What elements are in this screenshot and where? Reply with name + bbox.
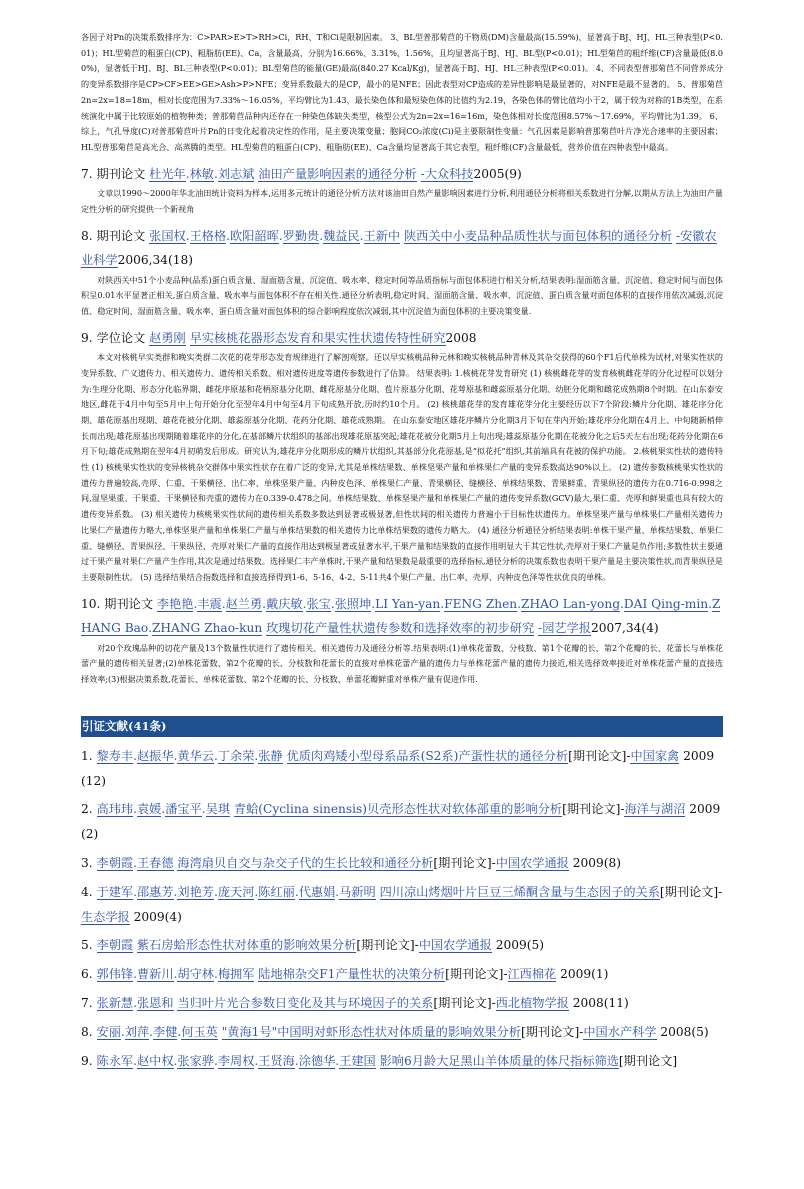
- author-link[interactable]: 袁媛: [136, 802, 162, 817]
- author-link[interactable]: 刘萍: [124, 1024, 150, 1039]
- author-link[interactable]: 王格格: [189, 228, 227, 243]
- literature-entry-header: [81, 592, 723, 641]
- cited-year: 2009(8): [568, 855, 621, 870]
- author-link[interactable]: 欧阳韶晖: [230, 228, 279, 243]
- author-separator: .: [173, 884, 178, 899]
- author-link[interactable]: 张国权: [149, 228, 186, 243]
- entry-type: 期刊论文: [104, 596, 157, 611]
- source-link[interactable]: 中国农学通报: [495, 855, 569, 870]
- cited-title-link[interactable]: 青蛤(Cyclina sinensis)贝壳形态性状对软体部重的影响分析: [233, 802, 563, 817]
- thesis-conclusion-paragraph: 各因子对Pn的决策系数排序为：C>PAR>E>T>RH>Ci，RH、T和Ci是限制因素。 3、BL型普那菊苣的干物质(DM)含量最高(15.59%)，显著高于BJ、HJ、HL三种表型(P<0.01)；HL型菊苣的粗蛋白(CP)、粗脂肪(EE)、Ca，含量最高，分别为16.66%、3.31%、1.56%，且均显著高于BJ、HJ、BL型(P<0.01)；HL型菊苣的粗纤维(CF)含量最低(8.00%)，显著低于HJ、BJ、BL三种表型(P<0.01)；BL型菊苣的能量(GE)最高(840.27 Kcal/Kg)，显著高于BJ、HJ、HL三种表型(P<0.01)。 4、不同表型普那菊苣不同营养成分的变异系数排序是CP>CF>EE>GE>Ash>P>NFE；变异系数最大的是CP，最小的是NFE；因此表型对CP造成的差异性影响是最显著的，对NFE是最不显著的。 5、普那菊苣2n=2x=18=18m，相对长度范围为7.33%～16.05%，平均臂比为1.43，最长染色体和最短染色体的比值约为2.19，各染色体的臂比值均小于2，属于较为对称的1B类型，在系统演化中属于比较原始的植物种类；普那菊苣品种内还存在一种染色体缺失类型，核型公式为2n=2x=16=16m，染色体相对长度范围8.57%～17.69%，平均臂比为1.39。 6、综上，气孔导度(C)对普那菊苣叶片Pn的日变化起着决定性的作用，是主要决策变量；胞间CO₂浓度(Ci)是主要限制性变量：气孔因素是影响普那菊苣叶片净光合速率的主要因素；HL型普那菊苣是高光合、高蒸腾的类型。HL型菊苣的粗蛋白(CP)、粗脂肪(EE)、Ca含量均显著高于其它表型，粗纤维(CF)含量最低，营养价值在四种表型中最高。: [81, 32, 723, 152]
- author-link[interactable]: 邵惠芳: [136, 884, 174, 899]
- cited-title-link[interactable]: "黄海1号"中国明对虾形态性状对体质量的影响效果分析: [221, 1024, 521, 1039]
- journal-link[interactable]: -安徽农业科学: [81, 228, 717, 268]
- cited-number: 6.: [81, 967, 97, 982]
- author-link[interactable]: 赵兰勇: [225, 596, 263, 611]
- author-separator: .: [133, 802, 137, 817]
- author-link[interactable]: 马新明: [339, 884, 376, 899]
- author-separator: .: [278, 228, 283, 243]
- entry-year: 2006,34(18): [117, 253, 193, 268]
- entry-type: 期刊论文: [96, 166, 150, 181]
- author-link[interactable]: 代惠娟: [298, 884, 336, 899]
- author-link[interactable]: 曹新川: [136, 967, 174, 982]
- entry-number: 7.: [81, 166, 97, 181]
- author-separator: .: [359, 228, 364, 243]
- author-link[interactable]: ZHANG Bao: [81, 596, 721, 636]
- author-link[interactable]: 梅拥军: [217, 967, 255, 982]
- author-separator: .: [440, 596, 445, 611]
- cited-type: [期刊论文]-: [356, 938, 419, 953]
- author-separator: .: [335, 1053, 340, 1068]
- author-link[interactable]: 胡守林: [177, 967, 214, 982]
- entry-number: 10.: [81, 596, 105, 611]
- cited-item: [81, 1049, 723, 1074]
- journal-link[interactable]: -园艺学报: [538, 621, 591, 636]
- source-link[interactable]: 江西棉花: [507, 967, 557, 982]
- author-separator: .: [302, 596, 307, 611]
- author-link[interactable]: 戴庆敏: [266, 596, 303, 611]
- author-separator: .: [201, 802, 206, 817]
- cited-item: [81, 991, 723, 1016]
- author-separator: .: [262, 596, 267, 611]
- author-separator: .: [177, 1024, 182, 1039]
- author-separator: .: [193, 596, 198, 611]
- author-link[interactable]: 张静: [258, 748, 283, 763]
- author-link[interactable]: 罗勤贵: [282, 228, 320, 243]
- cited-number: 5.: [81, 938, 97, 953]
- author-link[interactable]: 张新慧: [96, 995, 134, 1010]
- cited-type: [期刊论文]-: [433, 855, 496, 870]
- author-link[interactable]: 黄华云: [177, 748, 214, 763]
- cited-type: [期刊论文]-: [433, 995, 496, 1010]
- author-link[interactable]: 郭伟锋: [96, 967, 134, 982]
- author-link[interactable]: 李健: [153, 1024, 178, 1039]
- author-separator: .: [161, 802, 166, 817]
- source-link[interactable]: 生态学报: [81, 909, 130, 924]
- author-separator: .: [294, 884, 299, 899]
- entry-year: 2007,34(4): [590, 621, 659, 636]
- author-separator: .: [173, 1053, 178, 1068]
- author-link[interactable]: 庞天河: [217, 884, 255, 899]
- cited-number: 2.: [81, 802, 97, 817]
- cited-title-link[interactable]: 四川凉山烤烟叶片巨豆三烯酮含量与生态因子的关系: [379, 884, 660, 899]
- cited-number: 7.: [81, 995, 97, 1010]
- author-separator: .: [517, 596, 522, 611]
- cited-title-link[interactable]: 当归叶片光合参数日变化及其与环境因子的关系: [177, 995, 434, 1010]
- author-link[interactable]: 杜光年: [149, 166, 186, 181]
- cited-number: 9.: [81, 1053, 97, 1068]
- entry-type: 期刊论文: [96, 228, 150, 243]
- source-link[interactable]: 中国水产科学: [583, 1024, 657, 1039]
- cited-year: 2008(5): [656, 1024, 709, 1039]
- entry-year: 2008: [445, 330, 477, 345]
- cited-title-link[interactable]: 紫石房蛤形态性状对体重的影响效果分析: [136, 938, 357, 953]
- cited-year: 2009(2): [81, 802, 721, 842]
- cited-title-link[interactable]: 影响6月龄大足黑山羊体质量的体尺指标筛选: [379, 1053, 619, 1068]
- author-separator: .: [254, 884, 259, 899]
- cited-type: [期刊论文]-: [520, 1024, 584, 1039]
- author-separator: .: [371, 596, 376, 611]
- cited-year: 2009(1): [556, 967, 609, 982]
- author-link[interactable]: 魏益民: [323, 228, 360, 243]
- entry-number: 8.: [81, 228, 97, 243]
- author-link[interactable]: 李周权: [217, 1053, 255, 1068]
- cited-type: [期刊论文]: [618, 1053, 678, 1068]
- author-link[interactable]: 于建军: [96, 884, 134, 899]
- entry-abstract: 对陕西关中51个小麦品种(品系)蛋白质含量、湿面筋含量、沉淀值、吸水率、稳定时间等品质指标与面包体积进行相关分析,结果表明:湿面筋含量、沉淀值、稳定时间与面包体积呈0.01水平显著正相关,蛋白质含量、吸水率与面包体积不存在相关性.通径分析表明,稳定时间、湿面筋含量、吸水率、沉淀值、蛋白质含量对面包体积的直接作用依次减弱,沉淀值、稳定时间、湿面筋含量、吸水率、蛋白质含量对面包体积的综合影响程度依次减弱,其中沉淀值为面包体积的主要决策变量.: [81, 274, 723, 316]
- entry-title-link[interactable]: 油田产量影响因素的通径分析: [258, 166, 417, 181]
- author-separator: .: [226, 228, 231, 243]
- author-separator: .: [213, 1053, 218, 1068]
- author-separator: .: [319, 228, 324, 243]
- author-separator: .: [148, 621, 152, 636]
- author-link[interactable]: 张家骅: [177, 1053, 214, 1068]
- author-separator: .: [708, 596, 712, 611]
- author-link[interactable]: 王贤海: [258, 1053, 295, 1068]
- author-link[interactable]: 林敏: [189, 166, 214, 181]
- source-link[interactable]: 西北植物学报: [495, 995, 569, 1010]
- entry-abstract: 本文对核桃早实类群和晚实类群二次花的花芽形态发育规律进行了解剖观察。还以早实核桃品种元林和晚实核桃品种青林及其杂交获得的60个F1后代单株为试材,对果实性状的变异系数、广义遗传力、相关遗传力、遗传相关系数、相对遗传进度等遗传参数进行了估算。 结果表明: 1.核桃花芽发育研究 (1) 核桃雌花芽的发育核桃雌花芽的分化过程可以划分为:生理分化期、形态分化临界期、雌花序原基和花柄原基分化期、雌花原基分化期、苞片原基分化期、花萼原基和雌蕊原基分化期、幼胚分化期和雌花成熟期8个时期。在山东泰安地区,雌花于4月中旬至5月中上旬开始分化至翌年4月中旬至4月下旬成熟开放,历时约10个月。 (2) 核桃雄花芽的发育雄花芽分化主要经历以下7个阶段:鳞片分化期、雄花序分化期、雄花原基出现期、雄花花被分化期、雄蕊原基分化期、花药分化期、雄花成熟期。 在山东泰安地区雄花序鳞片分化期3月下旬在芽内开始;雄花序分化期在4月上、中旬随新梢伸长而出现;雄花原基出现期随着雄花序的分化,在基部鳞片状组织的基部出现雄花原基突起;雄花花被分化期5月上旬出现;雄蕊原基分化期在花被分化之后5天左右出现;花药分化期在6月下旬;雄花成熟期在翌年4月初萌发后形成。研究认为,雄花序分化期形成的鳞片状组织,其基部分化花原基,是“拟花托”组织,其前端具有花被的保护功能。 2.核桃果实性状的遗传特性 (1) 核桃果实性状的变异核桃杂交群体中果实性状存在着广泛的变异,尤其是单株结果数、单株坚果产量和单株果仁产量的变异系数高达90%以上。 (2) 遗传参数核桃果实性状的遗传力普遍较高,壳厚、仁重、干果横径、出仁率、单株坚果产量、内种皮色泽、单株果仁产量、青果横径、缝横径、单株结果数、青果鲜重、青果纵径的遗传力在0.716-0.998之间,湿坚果重、干果重、干果横径和壳重的遗传力在0.339-0.478之间。单株结果数、单株坚果产量和单株果仁产量的遗传变异系数(GCV)最大,果仁重、壳厚和鲜果重也具有较大的遗传变异系数。 (3) 相关遗传力核桃果实性状间的遗传相关系数多数达到显著或极显著,但性状间的相关遗传力普遍小于目标性状遗传力。单株坚果产量与单株果仁产量相关遗传力比果仁产量遗传力略大,单株坚果产量和单株果仁产量与单株结果数的相关遗传力比单株结果数的遗传力略大。 (4) 通径分析通径分析结果表明:单株干果产量、单株结果数、单果仁重、缝横径、青果纵径、干果纵径、壳厚对果仁产量的直接作用达到极显著或显著水平,干果产量和结果数的直接作用明显大于其它性状,壳厚对于果仁产量是负作用;多数性状主要通过干果产量对果仁产量产生作用,其次是通过结果数。选择果仁丰产单株时,干果产量和结果数是最重要的选择指标,通径分析的决策系数也表明干果产量是主要决策性状,而青果纵径是主要限制性状。 (5) 选择结果结合指数选择和直接选择得到1-6、5-16、4-2、5-11共4个果仁产量、出仁率、壳厚、内种皮色泽等性状优良的单株。: [81, 352, 723, 582]
- author-separator: .: [149, 1024, 154, 1039]
- author-separator: .: [330, 596, 335, 611]
- author-separator: .: [133, 884, 137, 899]
- author-separator: .: [133, 855, 137, 870]
- entry-abstract: 文章以1990～2000年华北油田统计资料为样本,运用多元统计的通径分析方法对该油田自然产量影响因素进行分析,利用通径分析将相关系数进行分解,以期从方法上为油田产量定性分析的研究提供一个新视角: [81, 188, 723, 214]
- similar-literature-list: [81, 162, 723, 688]
- author-link[interactable]: 何玉英: [181, 1024, 218, 1039]
- author-link[interactable]: 赵振华: [136, 748, 174, 763]
- author-separator: .: [185, 228, 190, 243]
- author-link[interactable]: 李艳艳: [156, 596, 194, 611]
- author-link[interactable]: 安丽: [96, 1024, 121, 1039]
- cited-literature-list: [81, 744, 723, 1074]
- author-link[interactable]: ZHAO Lan-yong: [521, 596, 620, 611]
- author-separator: .: [173, 967, 178, 982]
- entry-title-link[interactable]: 陕西关中小麦品种品质性状与面包体积的通径分析: [403, 228, 673, 243]
- cited-section-header: 引证文献(41条): [81, 716, 723, 737]
- cited-item: [81, 851, 723, 876]
- literature-entry-header: [81, 326, 723, 351]
- cited-type: [期刊论文]-: [568, 748, 631, 763]
- author-link[interactable]: 李朝霞: [96, 855, 134, 870]
- cited-number: 1.: [81, 748, 97, 763]
- author-link[interactable]: 刘艳芳: [177, 884, 214, 899]
- author-separator: .: [133, 1053, 137, 1068]
- source-link[interactable]: 中国家禽: [630, 748, 680, 763]
- author-separator: .: [133, 967, 137, 982]
- entry-abstract: 对20个玫瑰品种的切花产量及13个数量性状进行了遗传相关、相关遗传力及通径分析等.结果表明:(1)单株花蕾数、分枝数、第1个花瓣的长、第2个花瓣的长、花蕾长与单株花蕾产量的遗传相关显著;(2)单株花蕾数、第2个花瓣的长、分枝数和花蕾长的直接对单株花蕾产量的遗传力与单株花蕾产量的遗传力接近,相关选择效率接近对单株花蕾产量的直接选择效率;(3)根据决策系数,花蕾长、单株花蕾数、第2个花瓣的长、分枝数、单蕾花瓣鲜重对单株产量有促进作用.: [81, 642, 723, 685]
- journal-link[interactable]: -大众科技: [420, 166, 474, 181]
- document-body: [81, 30, 723, 1077]
- cited-year: 2009(12): [81, 748, 715, 788]
- author-separator: .: [335, 884, 340, 899]
- source-link[interactable]: 海洋与湖沼: [624, 802, 686, 817]
- author-separator: .: [254, 748, 259, 763]
- author-separator: .: [213, 967, 218, 982]
- cited-item: [81, 880, 723, 930]
- author-separator: .: [213, 166, 218, 181]
- cited-type: [期刊论文]-: [445, 967, 508, 982]
- cited-title-link[interactable]: 优质肉鸡矮小型母系品系(S2系)产蛋性状的通径分析: [286, 748, 569, 763]
- author-link[interactable]: 王春德: [136, 855, 174, 870]
- entry-title-link[interactable]: 早实核桃花器形态发育和果实性状遗传特性研究: [189, 330, 446, 345]
- cited-number: 3.: [81, 855, 97, 870]
- author-separator: .: [254, 1053, 259, 1068]
- author-separator: .: [620, 596, 624, 611]
- author-separator: .: [213, 884, 218, 899]
- cited-item: [81, 1020, 723, 1045]
- author-separator: .: [294, 1053, 299, 1068]
- author-link[interactable]: 赵勇刚: [149, 330, 186, 345]
- author-link[interactable]: 张宝: [306, 596, 331, 611]
- author-link[interactable]: 李朝霞: [96, 938, 134, 953]
- author-link[interactable]: 潘宝平: [165, 802, 202, 817]
- author-link[interactable]: 涂德华: [298, 1053, 336, 1068]
- author-separator: .: [120, 1024, 125, 1039]
- author-link[interactable]: 张照坤: [334, 596, 372, 611]
- entry-title-link[interactable]: 玫瑰切花产量性状遗传参数和选择效率的初步研究: [266, 621, 535, 636]
- author-link[interactable]: 陈红丽: [258, 884, 295, 899]
- cited-year: 2009(5): [491, 938, 544, 953]
- literature-entry-header: [81, 162, 723, 187]
- author-link[interactable]: 王建国: [339, 1053, 376, 1068]
- cited-year: 2008(11): [568, 995, 629, 1010]
- cited-number: 8.: [81, 1024, 97, 1039]
- literature-entry-header: [81, 224, 723, 273]
- author-link[interactable]: 丁余荣: [217, 748, 255, 763]
- cited-item: [81, 933, 723, 958]
- cited-title-link[interactable]: 陆地棉杂交F1产量性状的决策分析: [258, 967, 446, 982]
- entry-year: 2005(9): [473, 166, 522, 181]
- author-link[interactable]: 赵中权: [136, 1053, 174, 1068]
- author-separator: .: [213, 748, 218, 763]
- cited-item: [81, 744, 723, 794]
- cited-item: [81, 797, 723, 847]
- cited-title-link[interactable]: 海湾扇贝自交与杂交子代的生长比较和通径分析: [177, 855, 434, 870]
- author-link[interactable]: LI Yan-yan: [375, 596, 441, 611]
- cited-item: [81, 962, 723, 987]
- cited-type: [期刊论文]-: [659, 884, 723, 899]
- cited-type: [期刊论文]-: [562, 802, 625, 817]
- cited-year: 2009(4): [129, 909, 182, 924]
- author-link[interactable]: 丰震: [197, 596, 222, 611]
- author-link[interactable]: 王新中: [363, 228, 401, 243]
- entry-number: 9.: [81, 330, 97, 345]
- cited-number: 4.: [81, 884, 97, 899]
- author-separator: .: [133, 995, 137, 1010]
- author-link[interactable]: FENG Zhen: [444, 596, 518, 611]
- source-link[interactable]: 中国农学通报: [418, 938, 492, 953]
- author-link[interactable]: 黎寿丰: [96, 748, 134, 763]
- author-link[interactable]: ZHANG Zhao-kun: [151, 621, 263, 636]
- author-separator: .: [133, 748, 137, 763]
- author-link[interactable]: 刘志斌: [217, 166, 255, 181]
- author-separator: .: [185, 166, 190, 181]
- author-link[interactable]: 吴琪: [205, 802, 231, 817]
- author-separator: .: [173, 748, 178, 763]
- author-link[interactable]: DAI Qing-min: [623, 596, 709, 611]
- author-link[interactable]: 高玮玮: [96, 802, 134, 817]
- author-link[interactable]: 张恩和: [136, 995, 174, 1010]
- entry-type: 学位论文: [96, 330, 150, 345]
- author-separator: .: [221, 596, 226, 611]
- author-link[interactable]: 陈永军: [96, 1053, 134, 1068]
